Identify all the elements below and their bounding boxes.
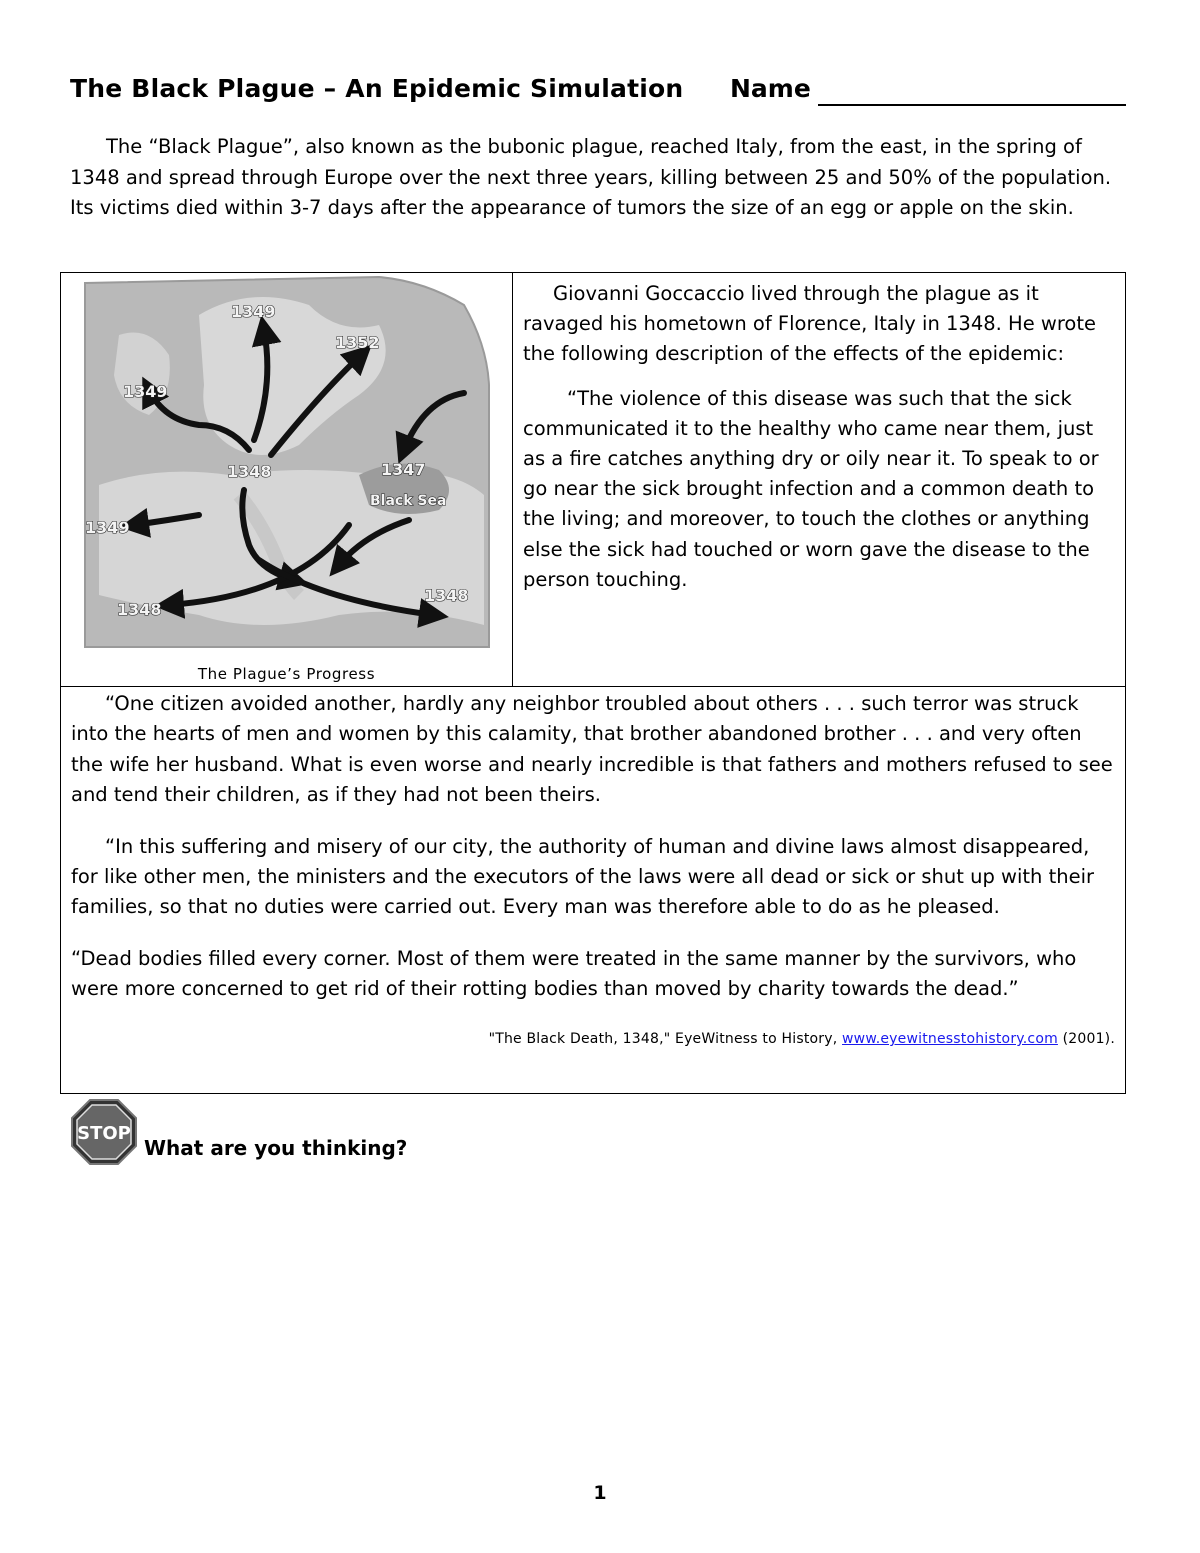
boccaccio-intro-text: Giovanni Goccaccio lived through the plague as it ravaged his hometown of Florence, Italy in 1348. He wrote the following description of the effects of the epidemic: [523, 282, 1096, 366]
stop-sign-text: STOP [77, 1123, 131, 1144]
bottom-quotes [71, 689, 1116, 1005]
map-label-east: 1352 [335, 333, 380, 352]
top-box [60, 272, 1126, 687]
quote-1 [523, 384, 1113, 595]
bottom-box [60, 686, 1126, 1094]
citation [489, 1031, 1115, 1047]
intro-text: The “Black Plague”, also known as the bubonic plague, reached Italy, from the east, in the spring of 1348 and spread through Europe over the next three years, killing between 25 and 50% of the population. Its victims died within 3-7 days after the appearance of tumors the size of an egg or apple on the skin. [70, 135, 1112, 219]
map-caption: The Plague’s Progress [197, 665, 376, 683]
map-label-britain: 1349 [123, 382, 168, 401]
boccaccio-intro [523, 279, 1113, 370]
header [70, 74, 1130, 110]
map-label-southwest: 1348 [117, 600, 162, 619]
right-column [523, 279, 1113, 609]
quote-1-text: “The violence of this disease was such that the sick communicated it to the healthy who came near them, just as a fire catches anything dry or oily near it. To speak to or go near the sick brought infection and a common death to the living; and moreover, to touch the clothes or anything else the sick had touched or worn gave the disease to the person touching. [523, 386, 1099, 591]
quote-3-text: “In this suffering and misery of our city, the authority of human and divine laws almost disappeared, for like other men, the ministers and the executors of the laws were all dead or sick or shut up with their families, so that no duties were carried out. Every man was therefore able to do as he pleased. [71, 834, 1095, 919]
citation-prefix: "The Black Death, 1348," EyeWitness to History, [488, 1031, 843, 1047]
quote-2-text: “One citizen avoided another, hardly any neighbor troubled about others . . . such terror was struck into the hearts of men and women by this calamity, that brother abandoned brother . . . and very often the wife her husband. What is even worse and nearly incredible is that fathers and mothers refused to see and tend their children, as if they had not been theirs. [71, 692, 1113, 807]
citation-link[interactable]: www.eyewitnesstohistory.com [842, 1031, 1058, 1047]
page-title: The Black Plague – An Epidemic Simulation [70, 74, 684, 103]
map-image [79, 275, 494, 657]
map-label-north: 1349 [231, 302, 276, 321]
column-divider [512, 273, 513, 686]
plague-map [79, 275, 494, 657]
reflection-prompt: What are you thinking? [144, 1136, 408, 1160]
quote-2 [71, 689, 1116, 811]
name-line [818, 104, 1126, 106]
quote-4-text: “Dead bodies filled every corner. Most of them were treated in the same manner by the survivors, who were more concerned to get rid of their rotting bodies than moved by charity towards the dead.” [71, 946, 1077, 1001]
citation-suffix: (2001). [1057, 1031, 1115, 1047]
intro-paragraph [70, 132, 1120, 224]
name-label: Name [730, 74, 811, 103]
map-label-southeast: 1348 [424, 586, 469, 605]
map-label-crimea: 1347 [381, 460, 426, 479]
map-label-italy: 1348 [227, 462, 272, 481]
map-label-iberia: 1349 [85, 518, 130, 537]
map-label-black-sea: Black Sea [370, 493, 447, 509]
quote-3 [71, 832, 1116, 923]
quote-4 [71, 944, 1116, 1005]
stop-sign-icon [70, 1098, 138, 1166]
page-number: 1 [593, 1482, 607, 1504]
